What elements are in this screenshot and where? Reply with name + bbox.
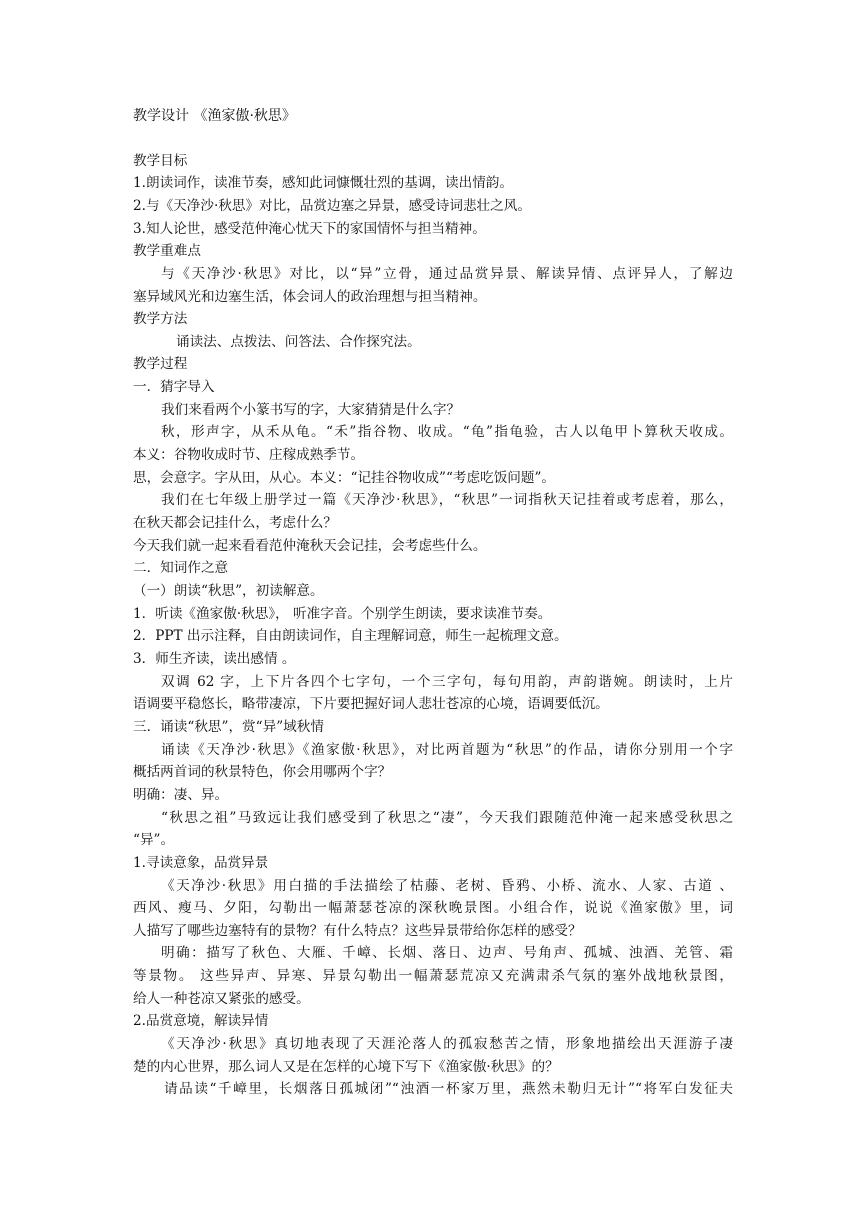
paragraph: 《天净沙·秋思》用白描的手法描绘了枯藤、老树、昏鸦、小桥、流水、人家、古道 、: [161, 878, 733, 894]
subsection-heading: 2.品赏意境，解读异情: [133, 1013, 269, 1029]
paragraph: 楚的内心世界，那么词人又是在怎样的心境下写下《渔家傲·秋思》的？: [133, 1059, 559, 1075]
paragraph: 《天净沙·秋思》真切地表现了天涯沦落人的孤寂愁苦之情，形象地描绘出天涯游子凄: [161, 1036, 733, 1052]
heading-process: 教学过程: [133, 356, 188, 372]
list-item: 1．听读《渔家傲·秋思》， 听准字音。个别学生朗读，要求读准节奏。: [133, 606, 552, 622]
subsection-heading: （一）朗读“秋思”，初读解意。: [133, 583, 324, 599]
paragraph: 思，会意字。字从田，从心。本义：“记挂谷物收成”“考虑吃饭问题”。: [133, 470, 556, 486]
section-heading: 一．猜字导入: [133, 379, 215, 395]
list-item: 3．师生齐读，读出感情 。: [133, 651, 296, 667]
paragraph: 明确：描写了秋色、大雁、千嶂、长烟、落日、边声、号角声、孤城、浊酒、羌管、霜: [161, 945, 733, 961]
paragraph: 等景物。 这些异声、异寒、异景勾勒出一幅萧瑟荒凉又充满肃杀气氛的塞外战地秋景图，: [133, 968, 733, 984]
list-item: 2．PPT 出示注释，自由朗读词作，自主理解词意，师生一起梳理文意。: [133, 628, 568, 644]
paragraph: 人描写了哪些边塞特有的景物？有什么特点？这些异景带给你怎样的感受？: [133, 923, 582, 939]
paragraph: 塞异域风光和边塞生活，体会词人的政治理想与担当精神。: [133, 289, 487, 305]
paragraph: 与《天净沙·秋思》对比，以“异”立骨，通过品赏异景、解读异情、点评异人，了解边: [161, 266, 733, 282]
paragraph: 2.与《天净沙·秋思》对比，品赏边塞之异景，感受诗词悲壮之风。: [133, 198, 531, 214]
paragraph: 请品读“千嶂里，长烟落日孤城闭”“浊酒一杯家万里，燕然未勒归无计”“将军白发征夫: [164, 1081, 733, 1097]
heading-key-points: 教学重难点: [133, 243, 201, 259]
section-heading: 三．诵读“秋思”，赏“异”域秋情: [133, 719, 324, 735]
paragraph: 本义：谷物收成时节、庄稼成熟季节。: [133, 447, 365, 463]
paragraph: 明确：凄、异。: [133, 787, 229, 803]
paragraph: 西风、瘦马、夕阳，勾勒出一幅萧瑟苍凉的深秋晚景图。小组合作，说说《渔家傲》里，词: [133, 900, 733, 916]
paragraph: 今天我们就一起来看看范仲淹秋天会记挂，会考虑些什么。: [133, 538, 487, 554]
paragraph: 我们在七年级上册学过一篇《天净沙·秋思》，“秋思”一词指秋天记挂着或考虑着，那么，: [161, 492, 733, 508]
section-heading: 二．知词作之意: [133, 560, 229, 576]
paragraph: 我们来看两个小篆书写的字，大家猜猜是什么字？: [161, 402, 461, 418]
paragraph: 语调要平稳悠长，略带凄凉，下片要把握好词人悲壮苍凉的心境，语调要低沉。: [133, 696, 609, 712]
paragraph: 在秋天都会记挂什么，考虑什么？: [133, 515, 337, 531]
heading-objectives: 教学目标: [133, 153, 188, 169]
subsection-heading: 1.寻读意象，品赏异景: [133, 855, 269, 871]
paragraph: 秋，形声字，从禾从龟。“禾”指谷物、收成。“龟”指龟验，古人以龟甲卜算秋天收成。: [161, 424, 733, 440]
document-title: 教学设计 《渔家傲·秋思》: [133, 108, 296, 124]
paragraph: 诵读法、点拨法、问答法、合作探究法。: [176, 334, 421, 350]
paragraph: “秋思之祖”马致远让我们感受到了秋思之“凄”，今天我们跟随范仲淹一起来感受秋思之: [161, 810, 733, 826]
paragraph: 概括两首词的秋景特色，你会用哪两个字？: [133, 764, 392, 780]
paragraph: 3.知人论世，感受范仲淹心忧天下的家国情怀与担当精神。: [133, 221, 486, 237]
paragraph: 诵读《天净沙·秋思》《渔家傲·秋思》，对比两首题为“秋思”的作品，请你分别用一个字: [161, 742, 733, 758]
paragraph: “异”。: [133, 832, 175, 848]
paragraph: 1.朗读词作，读准节奏，感知此词慷慨壮烈的基调，读出情韵。: [133, 175, 513, 191]
heading-methods: 教学方法: [133, 311, 188, 327]
paragraph: 给人一种苍凉又紧张的感受。: [133, 991, 310, 1007]
paragraph: 双调 62 字，上下片各四个七字句，一个三字句，每句用韵，声韵谐婉。朗读时，上片: [161, 674, 733, 690]
